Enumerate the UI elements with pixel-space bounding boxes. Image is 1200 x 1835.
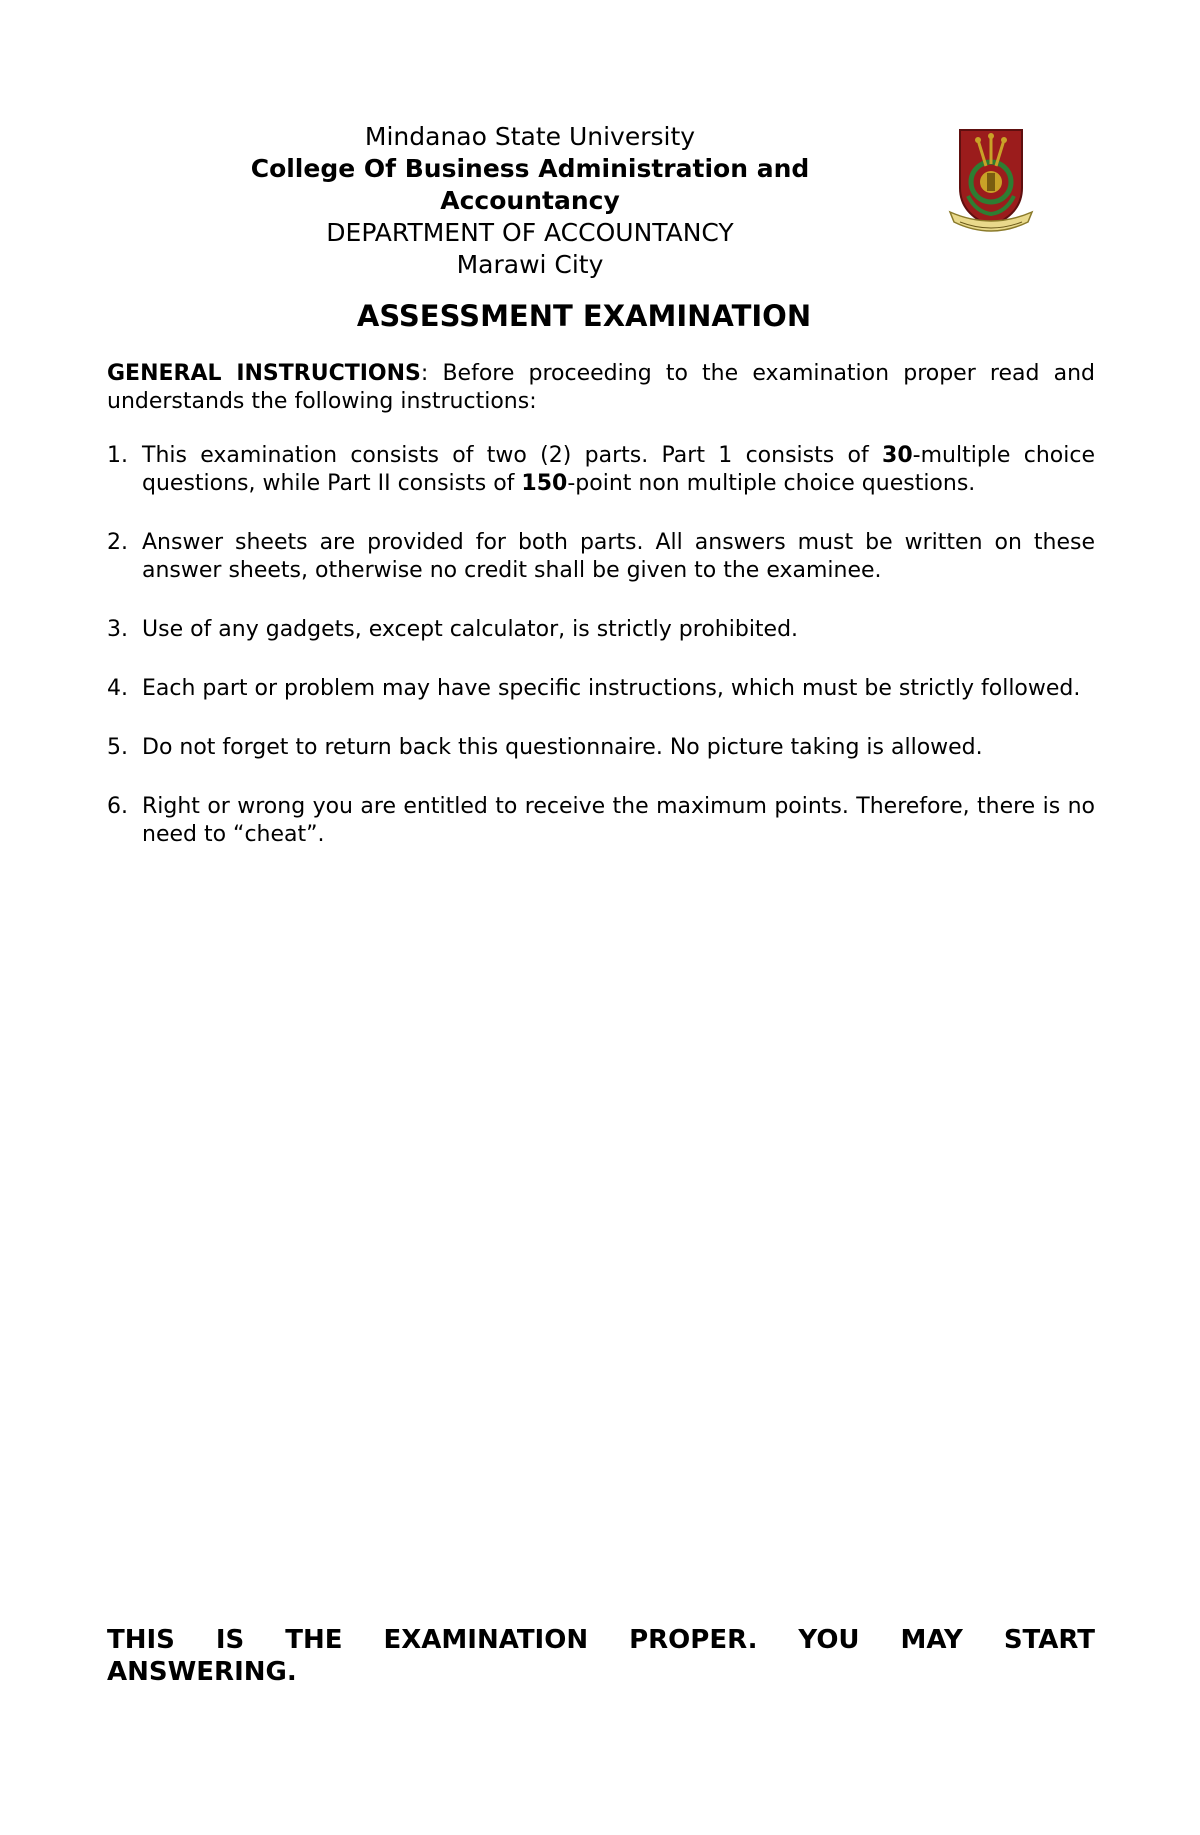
college-name-line1: College Of Business Administration and (250, 154, 810, 183)
item-number: 3. (107, 617, 128, 642)
item-text: -multiple choice questions, while Part II consists of (142, 443, 1096, 496)
notice-word: MAY (900, 1625, 963, 1655)
exam-proper-notice (107, 1624, 1095, 1688)
exam-title: ASSESSMENT EXAMINATION (356, 299, 812, 333)
item-number: 6. (107, 794, 128, 819)
notice-line2: ANSWERING. (107, 1657, 297, 1687)
item-text: Each part or problem may have specific instructions, which must be strictly followed. (142, 676, 1081, 701)
university-name: Mindanao State University (364, 122, 696, 151)
notice-word: EXAMINATION (383, 1625, 589, 1655)
general-instructions-text: : Before proceeding to the examination proper read and understands the following instructions: (107, 361, 1095, 414)
notice-word: YOU (798, 1625, 860, 1655)
notice-word: THIS (107, 1625, 175, 1655)
item-text: Right or wrong you are entitled to receive the maximum points. Therefore, there is no need to “cheat”. (142, 794, 1095, 847)
notice-word: PROPER. (629, 1625, 758, 1655)
list-item (107, 529, 1095, 585)
mc-count: 30 (882, 443, 913, 468)
item-text: -point non multiple choice questions. (567, 471, 976, 496)
notice-word: START (1003, 1625, 1095, 1655)
item-number: 2. (107, 530, 128, 555)
item-text: Do not forget to return back this questionnaire. No picture taking is allowed. (142, 735, 983, 760)
item-number: 5. (107, 735, 128, 760)
list-item (107, 616, 1095, 644)
item-number: 1. (107, 443, 128, 468)
item-text: This examination consists of two (2) parts. Part 1 consists of (142, 443, 883, 468)
item-text: Answer sheets are provided for both parts. All answers must be written on these answer sheets, otherwise no credit shall be given to the examinee. (142, 530, 1095, 583)
list-item (107, 442, 1095, 498)
department-name: DEPARTMENT OF ACCOUNTANCY (326, 218, 734, 247)
university-seal-icon (946, 126, 1036, 241)
notice-line1 (107, 1624, 1095, 1656)
points-count: 150 (521, 471, 568, 496)
notice-word: THE (285, 1625, 343, 1655)
item-text: Use of any gadgets, except calculator, is strictly prohibited. (142, 617, 799, 642)
item-number: 4. (107, 676, 128, 701)
list-item (107, 675, 1095, 703)
instructions-list (107, 442, 1095, 880)
notice-word: IS (215, 1625, 245, 1655)
list-item (107, 734, 1095, 762)
city-name: Marawi City (456, 250, 604, 279)
institution-header (0, 121, 1060, 281)
general-instructions (107, 360, 1095, 416)
list-item (107, 793, 1095, 849)
college-name-line2: Accountancy (440, 186, 620, 215)
general-instructions-label: GENERAL INSTRUCTIONS (107, 361, 421, 386)
